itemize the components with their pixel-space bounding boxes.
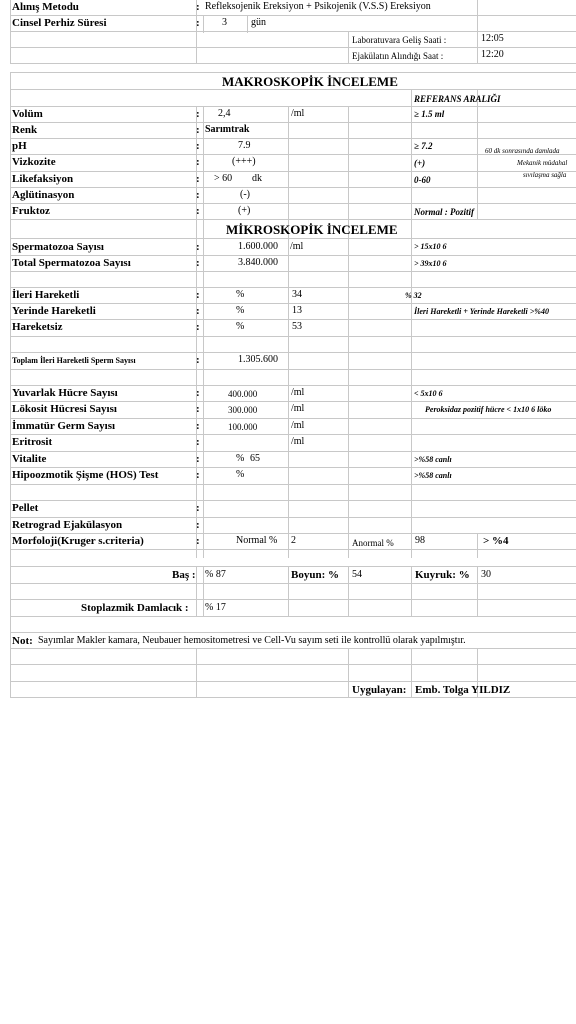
colon: :: [196, 124, 200, 136]
colon: :: [196, 173, 200, 185]
aglutinasyon-label: Aglütinasyon: [12, 189, 75, 201]
vitalite-ref: >%58 canlı: [414, 455, 452, 464]
not-text: Sayımlar Makler kamara, Neubauer hemositometresi ve Cell-Vu sayım seti ile kontrollü olarak yapılmıştır.: [38, 635, 466, 646]
ph-value: 7.9: [238, 140, 251, 151]
bas-value: % 87: [205, 569, 226, 580]
aglutinasyon-value: (-): [240, 189, 250, 200]
morfoloji-anormal-value: 98: [415, 535, 425, 546]
colon: :: [196, 519, 200, 531]
ph-ref: ≥ 7.2: [414, 141, 433, 151]
morfoloji-anormal-label: Anormal %: [352, 538, 394, 548]
colon: :: [196, 289, 200, 301]
colon: :: [196, 17, 200, 29]
likefaksiyon-ref: 0-60: [414, 175, 431, 185]
morfoloji-label: Morfoloji(Kruger s.criteria): [12, 535, 144, 547]
hareketsiz-value: 53: [292, 321, 302, 332]
toplam-ileri-label: Toplam İleri Hareketli Sperm Sayısı: [12, 356, 136, 365]
colon: :: [196, 321, 200, 333]
ileri-label: İleri Hareketli: [12, 289, 80, 301]
yerinde-label: Yerinde Hareketli: [12, 305, 96, 317]
bas-label: Baş :: [172, 569, 196, 581]
yerinde-ref: İleri Hareketli + Yerinde Hareketli >%40: [414, 307, 549, 316]
colon: :: [196, 403, 200, 415]
fruktoz-label: Fruktoz: [12, 205, 50, 217]
immatur-label: İmmatür Germ Sayısı: [12, 420, 116, 432]
spermatozoa-ref: > 15x10 6: [414, 242, 447, 251]
vitalite-value: 65: [250, 453, 260, 464]
ph-label: pH: [12, 140, 27, 152]
morfoloji-ref: > %4: [483, 535, 509, 547]
perhiz-label: Cinsel Perhiz Süresi: [12, 17, 107, 29]
colon: :: [196, 535, 200, 547]
immatur-value: 100.000: [228, 422, 258, 432]
vizkozite-value: (+++): [232, 156, 256, 167]
lokosit-value: 300.000: [228, 405, 258, 415]
uygulayan-name: Emb. Tolga YILDIZ: [415, 684, 511, 696]
volum-label: Volüm: [12, 108, 43, 120]
hos-ref: >%58 canlı: [414, 471, 452, 480]
spermatozoa-unit: /ml: [290, 241, 304, 252]
colon: :: [196, 156, 200, 168]
likefaksiyon-unit: dk: [252, 173, 262, 184]
hos-label: Hipoozmotik Şişme (HOS) Test: [12, 469, 159, 481]
yuvarlak-label: Yuvarlak Hücre Sayısı: [12, 387, 118, 399]
stoplazmik-value: % 17: [205, 602, 226, 613]
likefaksiyon-note-2: Mekanik müdahal: [517, 159, 568, 167]
vizkozite-ref: (+): [414, 158, 426, 168]
colon: :: [196, 140, 200, 152]
yerinde-pct: %: [236, 305, 245, 316]
kuyruk-value: 30: [481, 569, 491, 580]
colon: :: [196, 436, 200, 448]
colon: :: [196, 502, 200, 514]
perhiz-value: 3: [222, 17, 227, 28]
lokosit-ref: Peroksidaz pozitif hücre < 1x10 6 löko: [425, 405, 552, 414]
yuvarlak-ref: < 5x10 6: [414, 389, 443, 398]
likefaksiyon-note-1: 60 dk sonrasında damlada: [485, 147, 560, 155]
volum-value: 2,4: [218, 108, 231, 119]
referans-header: REFERANS ARALIĞI: [414, 94, 501, 104]
yuvarlak-value: 400.000: [228, 389, 258, 399]
yerinde-value: 13: [292, 305, 302, 316]
colon: :: [196, 257, 200, 269]
renk-label: Renk: [12, 124, 38, 136]
makroskopik-title: MAKROSKOPİK İNCELEME: [222, 74, 398, 89]
toplam-ileri-value: 1.305.600: [238, 354, 278, 365]
boyun-value: 54: [352, 569, 362, 580]
kuyruk-label: Kuyruk: %: [415, 569, 470, 581]
not-label: Not:: [12, 635, 33, 647]
colon: :: [196, 1, 200, 13]
spermatozoa-value: 1.600.000: [238, 241, 278, 252]
likefaksiyon-note-3: sıvılaşma sağla: [523, 171, 567, 179]
pellet-label: Pellet: [12, 502, 39, 514]
alinis-metodu-value: Refleksojenik Ereksiyon + Psikojenik (V.S.S) Ereksiyon: [205, 1, 431, 12]
alinis-metodu-label: Alınış Metodu: [12, 1, 79, 13]
morfoloji-normal-value: 2: [291, 535, 296, 546]
colon: :: [196, 420, 200, 432]
volum-unit: /ml: [291, 108, 305, 119]
total-sperm-value: 3.840.000: [238, 257, 278, 268]
colon: :: [196, 453, 200, 465]
colon: :: [196, 387, 200, 399]
yuvarlak-unit: /ml: [291, 387, 305, 398]
retrograd-label: Retrograd Ejakülasyon: [12, 519, 123, 531]
ileri-ref: % 32: [405, 291, 422, 300]
colon: :: [196, 469, 200, 481]
lab-gelis-label: Laboratuvara Geliş Saati :: [352, 35, 447, 45]
immatur-unit: /ml: [291, 420, 305, 431]
ileri-value: 34: [292, 289, 302, 300]
hareketsiz-pct: %: [236, 321, 245, 332]
mikroskopik-title: MİKROSKOPİK İNCELEME: [226, 222, 398, 237]
volum-ref: ≥ 1.5 ml: [414, 109, 445, 119]
eritrosit-label: Eritrosit: [12, 436, 53, 448]
colon: :: [196, 354, 200, 366]
lokosit-label: Lökosit Hücresi Sayısı: [12, 403, 117, 415]
colon: :: [196, 108, 200, 120]
hareketsiz-label: Hareketsiz: [12, 321, 63, 333]
vitalite-label: Vitalite: [12, 453, 47, 465]
boyun-label: Boyun: %: [291, 569, 339, 581]
likefaksiyon-value: > 60: [214, 173, 233, 184]
total-sperm-ref: > 39x10 6: [414, 259, 447, 268]
vitalite-pct: %: [236, 453, 245, 464]
ejakulat-label: Ejakülatın Alındığı Saat :: [352, 51, 444, 61]
stoplazmik-label: Stoplazmik Damlacık :: [81, 602, 189, 614]
colon: :: [196, 241, 200, 253]
morfoloji-normal-label: Normal %: [236, 535, 278, 546]
lokosit-unit: /ml: [291, 403, 305, 414]
spermatozoa-label: Spermatozoa Sayısı: [12, 241, 104, 253]
fruktoz-value: (+): [238, 205, 251, 216]
renk-value: Sarımtrak: [205, 124, 250, 135]
colon: :: [196, 205, 200, 217]
total-sperm-label: Total Spermatozoa Sayısı: [12, 257, 131, 269]
fruktoz-ref: Normal : Pozitif: [414, 207, 474, 217]
colon: :: [196, 305, 200, 317]
vizkozite-label: Vizkozite: [12, 156, 56, 168]
hos-pct: %: [236, 469, 245, 480]
lab-gelis-time: 12:05: [481, 33, 504, 44]
ejakulat-time: 12:20: [481, 49, 504, 60]
ileri-pct: %: [236, 289, 245, 300]
likefaksiyon-label: Likefaksiyon: [12, 173, 74, 185]
perhiz-unit: gün: [251, 17, 266, 28]
colon: :: [196, 189, 200, 201]
eritrosit-unit: /ml: [291, 436, 305, 447]
uygulayan-label: Uygulayan:: [352, 684, 407, 696]
